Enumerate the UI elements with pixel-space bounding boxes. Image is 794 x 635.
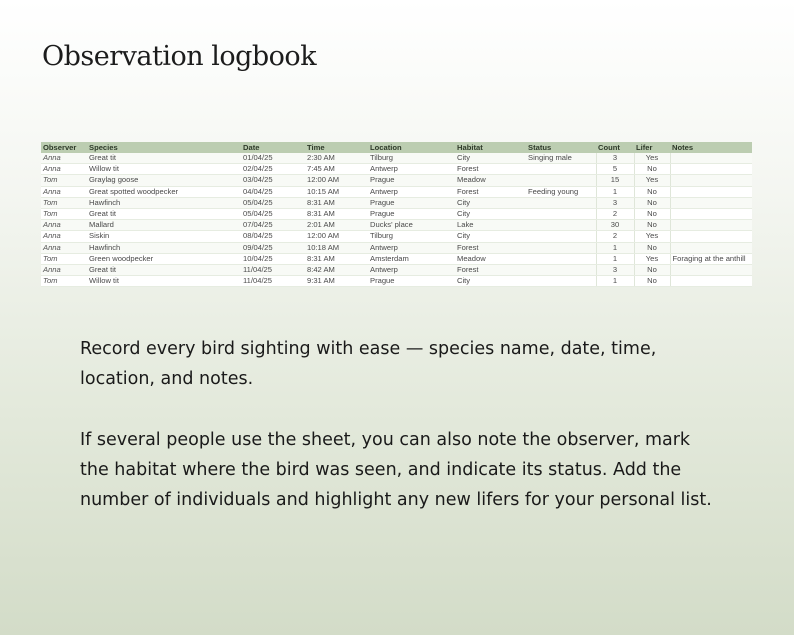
cell-time[interactable]: 2:30 AM: [305, 153, 368, 164]
cell-status[interactable]: [526, 276, 596, 287]
cell-count[interactable]: 1: [596, 276, 634, 287]
cell-species[interactable]: Hawfinch: [87, 242, 241, 253]
cell-location[interactable]: Antwerp: [368, 242, 455, 253]
cell-date[interactable]: 04/04/25: [241, 186, 305, 197]
cell-notes[interactable]: [670, 276, 752, 287]
cell-count[interactable]: 5: [596, 164, 634, 175]
observation-table: [41, 142, 752, 287]
cell-count[interactable]: 15: [596, 175, 634, 186]
cell-species[interactable]: Willow tit: [87, 164, 241, 175]
table-row: [41, 253, 752, 264]
cell-species[interactable]: Great tit: [87, 265, 241, 276]
cell-location[interactable]: Amsterdam: [368, 253, 455, 264]
table-row: [41, 231, 752, 242]
cell-observer[interactable]: Tom: [41, 197, 87, 208]
cell-species[interactable]: Siskin: [87, 231, 241, 242]
cell-status[interactable]: Singing male: [526, 153, 596, 164]
cell-status[interactable]: [526, 175, 596, 186]
cell-count[interactable]: 1: [596, 253, 634, 264]
cell-count[interactable]: 2: [596, 231, 634, 242]
cell-lifer[interactable]: No: [634, 164, 670, 175]
cell-date[interactable]: 10/04/25: [241, 253, 305, 264]
cell-time[interactable]: 12:00 AM: [305, 231, 368, 242]
cell-habitat[interactable]: Forest: [455, 164, 526, 175]
cell-date[interactable]: 09/04/25: [241, 242, 305, 253]
cell-lifer[interactable]: Yes: [634, 175, 670, 186]
cell-lifer[interactable]: No: [634, 220, 670, 231]
cell-location[interactable]: Tilburg: [368, 231, 455, 242]
cell-notes[interactable]: [670, 265, 752, 276]
cell-status[interactable]: [526, 197, 596, 208]
cell-date[interactable]: 08/04/25: [241, 231, 305, 242]
cell-habitat[interactable]: Meadow: [455, 253, 526, 264]
cell-lifer[interactable]: No: [634, 242, 670, 253]
cell-observer[interactable]: Tom: [41, 175, 87, 186]
cell-notes[interactable]: [670, 242, 752, 253]
cell-date[interactable]: 11/04/25: [241, 265, 305, 276]
header-location[interactable]: Location: [368, 142, 455, 153]
cell-status[interactable]: [526, 164, 596, 175]
cell-observer[interactable]: Tom: [41, 209, 87, 220]
cell-notes[interactable]: [670, 153, 752, 164]
cell-notes[interactable]: Foraging at the anthill: [670, 253, 752, 264]
cell-location[interactable]: Tilburg: [368, 153, 455, 164]
cell-count[interactable]: 1: [596, 242, 634, 253]
cell-notes[interactable]: [670, 220, 752, 231]
cell-count[interactable]: 3: [596, 265, 634, 276]
cell-location[interactable]: Prague: [368, 209, 455, 220]
cell-time[interactable]: 2:01 AM: [305, 220, 368, 231]
intro-paragraph: Record every bird sighting with ease — species name, date, time, location, and notes.: [80, 339, 657, 389]
cell-location[interactable]: Prague: [368, 197, 455, 208]
cell-time[interactable]: 8:31 AM: [305, 197, 368, 208]
cell-habitat[interactable]: Lake: [455, 220, 526, 231]
cell-date[interactable]: 07/04/25: [241, 220, 305, 231]
cell-notes[interactable]: [670, 186, 752, 197]
cell-species[interactable]: Great spotted woodpecker: [87, 186, 241, 197]
cell-habitat[interactable]: Meadow: [455, 175, 526, 186]
cell-species[interactable]: Great tit: [87, 209, 241, 220]
header-count[interactable]: Count: [596, 142, 634, 153]
cell-habitat[interactable]: City: [455, 197, 526, 208]
cell-notes[interactable]: [670, 231, 752, 242]
cell-habitat[interactable]: Forest: [455, 242, 526, 253]
cell-observer[interactable]: Anna: [41, 242, 87, 253]
table-row: [41, 265, 752, 276]
page-title: Observation logbook: [42, 41, 317, 72]
cell-observer[interactable]: Anna: [41, 153, 87, 164]
table-row: [41, 153, 752, 164]
cell-habitat[interactable]: Forest: [455, 265, 526, 276]
cell-species[interactable]: Great tit: [87, 153, 241, 164]
cell-date[interactable]: 01/04/25: [241, 153, 305, 164]
cell-status[interactable]: [526, 242, 596, 253]
cell-date[interactable]: 02/04/25: [241, 164, 305, 175]
cell-species[interactable]: Willow tit: [87, 276, 241, 287]
details-paragraph: If several people use the sheet, you can also note the observer, mark the habitat where the bird was seen, and indicate its status. Add the number of individuals and highlight any new lifers for your personal list.: [80, 430, 712, 510]
cell-lifer[interactable]: No: [634, 186, 670, 197]
cell-date[interactable]: 11/04/25: [241, 276, 305, 287]
cell-lifer[interactable]: No: [634, 197, 670, 208]
cell-status[interactable]: [526, 253, 596, 264]
table-row: [41, 209, 752, 220]
cell-time[interactable]: 12:00 AM: [305, 175, 368, 186]
cell-location[interactable]: Antwerp: [368, 164, 455, 175]
cell-status[interactable]: [526, 220, 596, 231]
cell-date[interactable]: 05/04/25: [241, 197, 305, 208]
table-row: [41, 175, 752, 186]
cell-time[interactable]: 9:31 AM: [305, 276, 368, 287]
table-row: [41, 164, 752, 175]
cell-habitat[interactable]: City: [455, 153, 526, 164]
cell-count[interactable]: 3: [596, 197, 634, 208]
table-row: [41, 186, 752, 197]
cell-status[interactable]: [526, 265, 596, 276]
cell-status[interactable]: Feeding young: [526, 186, 596, 197]
cell-lifer[interactable]: Yes: [634, 231, 670, 242]
cell-time[interactable]: 8:42 AM: [305, 265, 368, 276]
cell-notes[interactable]: [670, 197, 752, 208]
cell-count[interactable]: 1: [596, 186, 634, 197]
cell-lifer[interactable]: No: [634, 209, 670, 220]
cell-lifer[interactable]: Yes: [634, 253, 670, 264]
cell-date[interactable]: 05/04/25: [241, 209, 305, 220]
cell-habitat[interactable]: Forest: [455, 186, 526, 197]
cell-notes[interactable]: [670, 164, 752, 175]
header-date[interactable]: Date: [241, 142, 305, 153]
cell-observer[interactable]: Anna: [41, 164, 87, 175]
cell-time[interactable]: 7:45 AM: [305, 164, 368, 175]
cell-location[interactable]: Ducks' place: [368, 220, 455, 231]
cell-observer[interactable]: Anna: [41, 265, 87, 276]
cell-notes[interactable]: [670, 175, 752, 186]
cell-lifer[interactable]: Yes: [634, 153, 670, 164]
cell-count[interactable]: 3: [596, 153, 634, 164]
table-row: [41, 220, 752, 231]
header-habitat[interactable]: Habitat: [455, 142, 526, 153]
cell-observer[interactable]: Anna: [41, 231, 87, 242]
cell-species[interactable]: Graylag goose: [87, 175, 241, 186]
cell-observer[interactable]: Anna: [41, 186, 87, 197]
cell-location[interactable]: Antwerp: [368, 186, 455, 197]
cell-count[interactable]: 30: [596, 220, 634, 231]
header-status[interactable]: Status: [526, 142, 596, 153]
cell-date[interactable]: 03/04/25: [241, 175, 305, 186]
cell-time[interactable]: 10:15 AM: [305, 186, 368, 197]
cell-status[interactable]: [526, 231, 596, 242]
table-row: [41, 242, 752, 253]
cell-habitat[interactable]: City: [455, 231, 526, 242]
header-species[interactable]: Species: [87, 142, 241, 153]
cell-habitat[interactable]: City: [455, 209, 526, 220]
cell-observer[interactable]: Anna: [41, 220, 87, 231]
cell-lifer[interactable]: No: [634, 276, 670, 287]
cell-location[interactable]: Antwerp: [368, 265, 455, 276]
cell-habitat[interactable]: City: [455, 276, 526, 287]
table-row: [41, 197, 752, 208]
cell-status[interactable]: [526, 209, 596, 220]
header-notes[interactable]: Notes: [670, 142, 752, 153]
cell-location[interactable]: Prague: [368, 175, 455, 186]
cell-observer[interactable]: Tom: [41, 276, 87, 287]
header-time[interactable]: Time: [305, 142, 368, 153]
cell-notes[interactable]: [670, 209, 752, 220]
cell-observer[interactable]: Tom: [41, 253, 87, 264]
cell-species[interactable]: Green woodpecker: [87, 253, 241, 264]
cell-lifer[interactable]: No: [634, 265, 670, 276]
cell-count[interactable]: 2: [596, 209, 634, 220]
header-lifer[interactable]: Lifer: [634, 142, 670, 153]
cell-species[interactable]: Hawfinch: [87, 197, 241, 208]
table-row: [41, 276, 752, 287]
cell-location[interactable]: Prague: [368, 276, 455, 287]
cell-time[interactable]: 10:18 AM: [305, 242, 368, 253]
cell-species[interactable]: Mallard: [87, 220, 241, 231]
header-observer[interactable]: Observer: [41, 142, 87, 153]
table-header-row: [41, 142, 752, 153]
cell-time[interactable]: 8:31 AM: [305, 209, 368, 220]
cell-time[interactable]: 8:31 AM: [305, 253, 368, 264]
